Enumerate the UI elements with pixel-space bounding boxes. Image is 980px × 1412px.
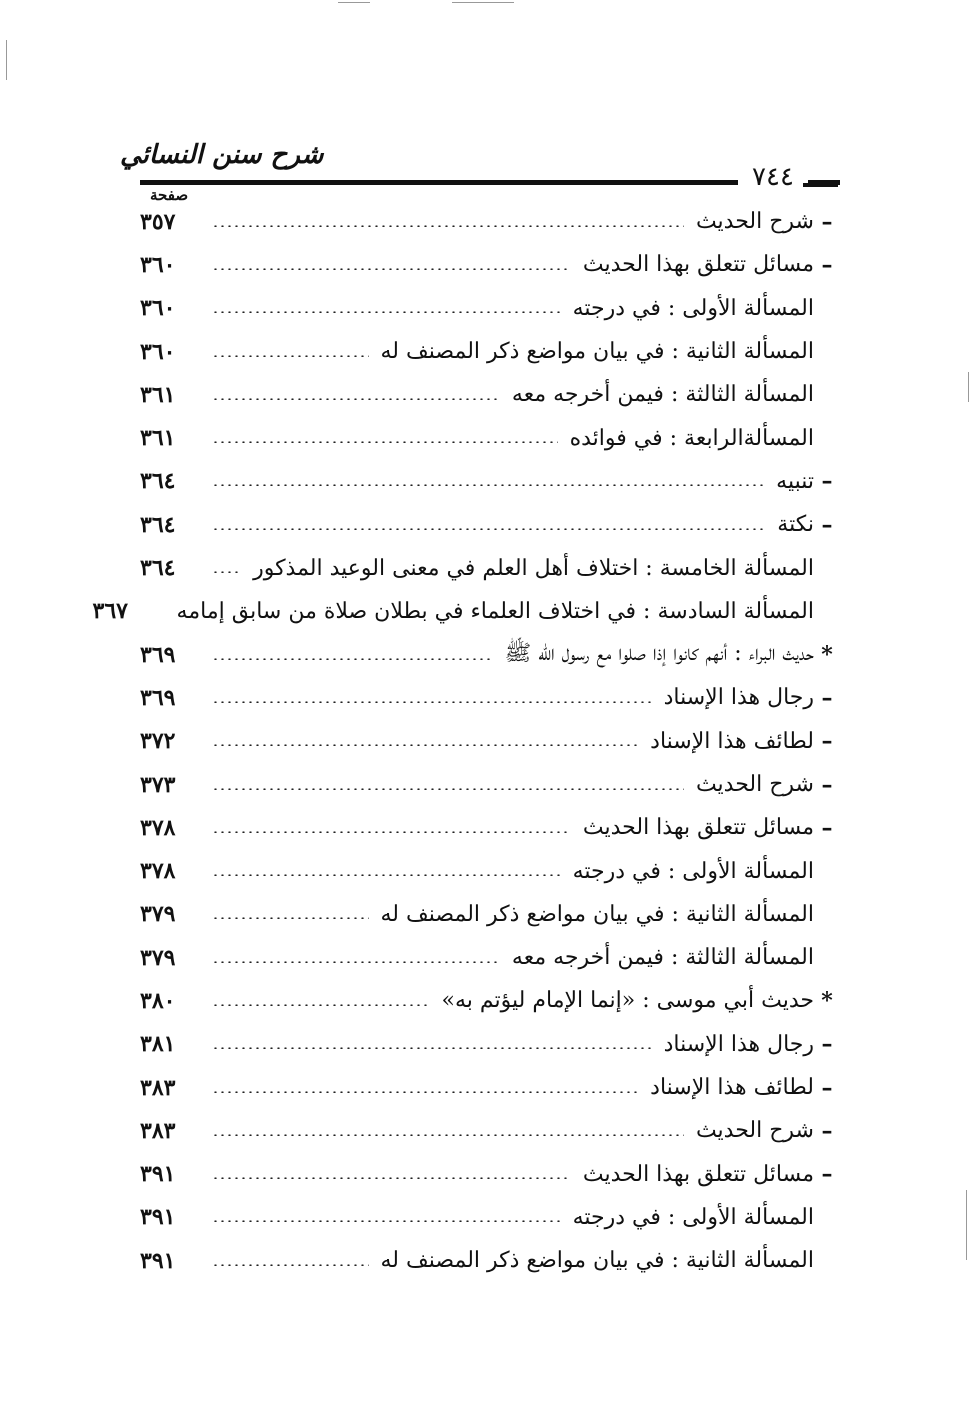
toc-entry xyxy=(140,546,840,589)
toc-entry-page: ٣٩١ xyxy=(140,1247,176,1274)
toc-entry-page: ٣٩١ xyxy=(140,1161,176,1188)
toc-entry xyxy=(140,633,840,676)
toc-leader-dots xyxy=(212,658,493,660)
toc-entry-title: لطائف هذا الإسناد xyxy=(650,1075,814,1101)
toc-entry-page: ٣٦٠ xyxy=(140,338,176,365)
scan-mark-top-right xyxy=(452,2,514,3)
toc-entry-title: نكتة xyxy=(777,512,814,538)
toc-entry-title: المسألة الثالثة : فيمن أخرجه معه xyxy=(511,382,814,408)
book-title: شرح سنن النسائي xyxy=(120,140,324,170)
toc-entry-title: حديث أبي موسى : «إنما الإمام ليؤتم به» xyxy=(441,988,814,1014)
toc-entry-page: ٣٨٠ xyxy=(140,987,176,1014)
toc-entry xyxy=(140,763,840,806)
toc-entry-title: شرح الحديث xyxy=(695,1118,814,1144)
toc-entry-page: ٣٦٤ xyxy=(140,511,176,538)
toc-leader-dots xyxy=(212,225,684,227)
toc-entry-title: رجال هذا الإسناد xyxy=(663,685,814,711)
toc-entry xyxy=(140,849,840,892)
toc-entry-bullet: * xyxy=(821,641,833,668)
page-header xyxy=(120,140,840,200)
toc-leader-dots xyxy=(212,1177,571,1179)
toc-entry-page: ٣٦٠ xyxy=(140,295,176,322)
toc-entry-title: المسألة الثالثة : فيمن أخرجه معه xyxy=(511,945,814,971)
toc-entry xyxy=(140,1066,840,1109)
toc-entry-title: مسائل تتعلق بهذا الحديث xyxy=(582,252,814,278)
toc-entry xyxy=(140,330,840,373)
toc-entry xyxy=(140,1153,840,1196)
toc-entry-title: لطائف هذا الإسناد xyxy=(650,728,814,754)
toc-entry xyxy=(140,287,840,330)
toc-leader-dots xyxy=(212,398,500,400)
toc-entry-page: ٣٧٣ xyxy=(140,771,176,798)
toc-entry xyxy=(92,590,840,633)
toc-entry-page: ٣٨٣ xyxy=(140,1117,176,1144)
toc-entry-bullet: * xyxy=(821,987,833,1014)
scan-mark-top-left xyxy=(338,2,370,3)
toc-entry xyxy=(140,1023,840,1066)
toc-entry-page: ٣٨٣ xyxy=(140,1074,176,1101)
header-rule xyxy=(140,180,840,185)
toc-entry-bullet: – xyxy=(821,1074,833,1101)
toc-entry-title: المسألة الخامسة : اختلاف أهل العلم في معنى الوعيد المذكور xyxy=(253,555,814,581)
toc-entry xyxy=(140,1109,840,1152)
toc-leader-dots xyxy=(212,1091,638,1093)
toc-leader-dots xyxy=(212,441,558,443)
toc-entry-title: المسألة الأولى : في درجته xyxy=(572,858,814,884)
toc-entry-bullet: – xyxy=(821,1161,833,1188)
page-column-label: صفحة xyxy=(150,186,189,204)
toc-entry-page: ٣٦٩ xyxy=(140,684,176,711)
toc-entry xyxy=(140,416,840,459)
toc-entry xyxy=(140,373,840,416)
toc-entry xyxy=(140,979,840,1022)
toc-leader-dots xyxy=(212,268,571,270)
toc-entry-title: مسائل تتعلق بهذا الحديث xyxy=(582,1161,814,1187)
toc-leader-dots xyxy=(212,1004,430,1006)
toc-entry xyxy=(140,936,840,979)
toc-entry-title: المسألة الثانية : في بيان مواضع ذكر المصنف له xyxy=(380,901,814,927)
toc-entry xyxy=(140,676,840,719)
toc-entry-page: ٣٩١ xyxy=(140,1204,176,1231)
toc-leader-dots xyxy=(212,1220,561,1222)
toc-leader-dots xyxy=(212,484,764,486)
toc-entry-title: مسائل تتعلق بهذا الحديث xyxy=(582,815,814,841)
toc-leader-dots xyxy=(212,788,684,790)
toc-entry xyxy=(140,720,840,763)
toc-entry-bullet: – xyxy=(821,511,833,538)
toc-leader-dots xyxy=(212,355,369,357)
toc-entry-title: رجال هذا الإسناد xyxy=(663,1031,814,1057)
scan-mark-right-edge-lower xyxy=(966,1190,967,1260)
toc-entry-page: ٣٧٢ xyxy=(140,728,176,755)
toc-entry-title: المسألة الأولى : في درجته xyxy=(572,295,814,321)
scan-mark-left-edge xyxy=(6,40,7,80)
toc-entry-bullet: – xyxy=(821,684,833,711)
toc-entry-page: ٣٦٧ xyxy=(92,598,128,625)
toc-entry-title: المسألة الأولى : في درجته xyxy=(572,1204,814,1230)
toc-entry-page: ٣٦٠ xyxy=(140,251,176,278)
toc-leader-dots xyxy=(212,701,652,703)
toc-entry-title: المسألة السادسة : في اختلاف العلماء في بطلان صلاة من سابق إمامه xyxy=(176,598,814,624)
toc-leader-dots xyxy=(212,744,638,746)
toc-entry xyxy=(140,200,840,243)
toc-entry xyxy=(140,806,840,849)
toc-entry-page: ٣٧٩ xyxy=(140,901,176,928)
scan-mark-right-edge xyxy=(968,372,969,402)
toc-leader-dots xyxy=(212,311,561,313)
toc-leader-dots xyxy=(212,1047,652,1049)
toc-entry-title: حديث البراء : أنهم كانوا إذا صلوا مع رسول الله ﷺ xyxy=(504,640,814,666)
toc-entry-title: المسألةالرابعة : في فوائده xyxy=(569,425,814,451)
toc-entry xyxy=(140,1196,840,1239)
toc-entry-page: ٣٦١ xyxy=(140,425,176,452)
toc-entry-page: ٣٨١ xyxy=(140,1031,176,1058)
page-number: ٧٤٤ xyxy=(738,160,808,194)
toc-entry-bullet: – xyxy=(821,771,833,798)
toc-entry-bullet: – xyxy=(821,1031,833,1058)
toc-entry-title: المسألة الثانية : في بيان مواضع ذكر المصنف له xyxy=(380,339,814,365)
toc-entry-bullet: – xyxy=(821,468,833,495)
toc-entry-bullet: – xyxy=(821,251,833,278)
toc-leader-dots xyxy=(212,528,765,530)
table-of-contents xyxy=(92,200,840,1282)
toc-entry xyxy=(140,503,840,546)
toc-entry-bullet: – xyxy=(821,728,833,755)
toc-leader-dots xyxy=(212,961,500,963)
toc-entry-bullet: – xyxy=(821,814,833,841)
toc-entry-page: ٣٦١ xyxy=(140,381,176,408)
toc-entry-page: ٣٧٩ xyxy=(140,944,176,971)
toc-leader-dots xyxy=(212,571,241,573)
toc-entry xyxy=(140,243,840,286)
toc-leader-dots xyxy=(212,917,369,919)
toc-leader-dots xyxy=(212,874,561,876)
toc-entry xyxy=(140,1239,840,1282)
toc-leader-dots xyxy=(212,1264,369,1266)
toc-entry-page: ٣٦٤ xyxy=(140,468,176,495)
toc-leader-dots xyxy=(212,831,571,833)
toc-entry-title: المسألة الثانية : في بيان مواضع ذكر المصنف له xyxy=(380,1248,814,1274)
toc-entry-page: ٣٦٤ xyxy=(140,555,176,582)
toc-entry-bullet: – xyxy=(821,208,833,235)
toc-entry xyxy=(140,893,840,936)
toc-entry-title: شرح الحديث xyxy=(695,772,814,797)
toc-entry xyxy=(140,460,840,503)
toc-entry-page: ٣٧٨ xyxy=(140,858,176,885)
page-number-dash xyxy=(803,183,838,187)
toc-entry-page: ٣٦٩ xyxy=(140,641,176,668)
toc-entry-page: ٣٧٨ xyxy=(140,814,176,841)
toc-entry-title: شرح الحديث xyxy=(695,209,814,235)
toc-leader-dots xyxy=(212,1134,684,1136)
toc-entry-title: تنبيه xyxy=(776,468,814,494)
toc-entry-page: ٣٥٧ xyxy=(140,208,176,235)
toc-entry-bullet: – xyxy=(821,1117,833,1144)
